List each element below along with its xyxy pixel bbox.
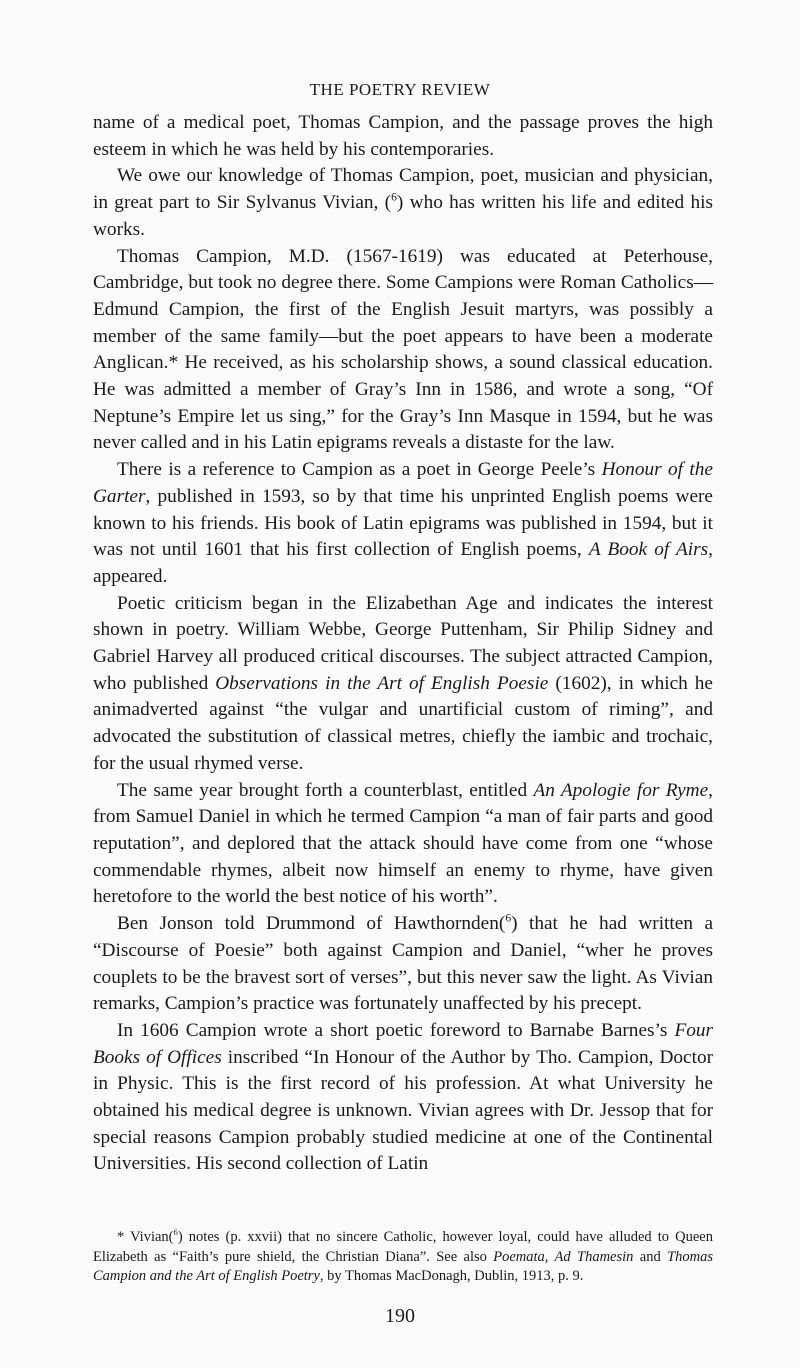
text-run: * Vivian( — [117, 1229, 174, 1245]
running-head: THE POETRY REVIEW — [309, 80, 491, 99]
text-run: Poetic criticism began in the Elizabethan Age and indicates the interest shown in poetry. William Webbe, George Puttenham, Sir Philip Sidney and Gabriel Harvey all produced critical discourses. The subject attracted Campion, who published — [93, 592, 713, 694]
book-title: Four Books of Offices — [93, 1019, 713, 1068]
text-run: We owe our knowledge of Thomas Campion, poet, musician and physician, in great part to Sir Sylvanus Vivian, ( — [93, 165, 713, 214]
text-run: and — [633, 1248, 668, 1265]
text-run: name of a medical poet, Thomas Campion, and the passage proves the high esteem in which he was held by his contemporaries. — [93, 112, 713, 160]
paragraph-3 — [93, 244, 713, 458]
book-title: Honour of the Garter — [93, 459, 713, 507]
paragraph-5 — [93, 591, 713, 778]
footnote-reference: 6 — [173, 1227, 178, 1238]
footnote-reference: 6 — [391, 190, 397, 204]
text-run: inscribed “In Honour of the Author by Tho. Campion, Doctor in Physic. This is the first record of his profession. At what University he obtained his medical degree is unknown. Vivian agrees with Dr. Jessop that for special reasons Campion probably studied medicine at one of the Continental Universities. His second collection of Latin — [93, 1046, 714, 1175]
text-run: (1602), in which he animadverted against “the vulgar and unartificial custom of riming”, and advocated the substitution of classical metres, chiefly the iambic and trochaic, for the usual rhymed verse. — [93, 672, 713, 774]
book-title: An Apologie for Ryme — [533, 779, 709, 801]
paragraph-7 — [93, 911, 713, 1018]
text-run: In 1606 Campion wrote a short poetic foreword to Barnabe Barnes’s — [117, 1019, 675, 1041]
book-title: Poemata, Ad Thamesin — [493, 1248, 634, 1265]
paragraph-1 — [93, 110, 713, 163]
text-run: , published in 1593, so by that time his unprinted English poems were known to his friends. His book of Latin epigrams was published in 1594, but it was not until 1601 that his first collection of English poems, — [93, 485, 713, 561]
text-run: There is a reference to Campion as a poet in George Peele’s — [117, 459, 602, 481]
text-run: , appeared. — [93, 539, 713, 587]
paragraph-8 — [93, 1018, 713, 1178]
text-run: The same year brought forth a counterblast, entitled — [117, 779, 534, 801]
book-title: A Book of Airs — [588, 539, 709, 561]
book-title: Observations in the Art of English Poesie — [215, 672, 549, 694]
text-run: , from Samuel Daniel in which he termed Campion “a man of fair parts and good reputation”, and deplored that the attack should have come from one “whose commendable rhymes, albeit now himself an enemy to rhyme, have given heretofore to the world the best notice of his worth”. — [93, 779, 713, 908]
paragraph-6 — [93, 778, 713, 912]
paragraph-2 — [93, 163, 713, 243]
footnote-reference: 6 — [505, 911, 512, 925]
text-run: Ben Jonson told Drummond of Hawthornden( — [117, 913, 506, 935]
paragraph-4 — [93, 457, 713, 591]
text-run: ) that he had written a “Discourse of Poesie” both against Campion and Daniel, “wher he proves couplets to be the bravest sort of verses”, but this never saw the light. As Vivian remarks, Campion’s practice was fortunately unaffected by his precept. — [93, 913, 713, 1015]
body-text — [93, 110, 713, 1178]
book-title: Thomas Campion and the Art of English Poetry — [93, 1248, 714, 1284]
footnote — [93, 1228, 713, 1287]
text-run: , by Thomas MacDonagh, Dublin, 1913, p. 9. — [319, 1268, 584, 1284]
text-run: Thomas Campion, M.D. (1567-1619) was educated at Peterhouse, Cambridge, but took no degree there. Some Campions were Roman Catholics—Edmund Campion, the first of the English Jesuit martyrs, was possibly a member of the same family—but the poet appears to have been a moderate Anglican.* He received, as his scholarship shows, a sound classical education. He was admitted a member of Gray’s Inn in 1586, and wrote a song, “Of Neptune’s Empire let us sing,” for the Gray’s Inn Masque in 1594, but he was never called and in his Latin epigrams reveals a distaste for the law. — [93, 245, 713, 454]
text-run: ) notes (p. xxvii) that no sincere Catholic, however loyal, could have alluded to Queen Elizabeth as “Faith’s pure shield, the Christian Diana”. See also — [93, 1229, 713, 1265]
text-run: ) who has written his life and edited his works. — [93, 192, 713, 240]
page-number: 190 — [385, 1305, 415, 1327]
